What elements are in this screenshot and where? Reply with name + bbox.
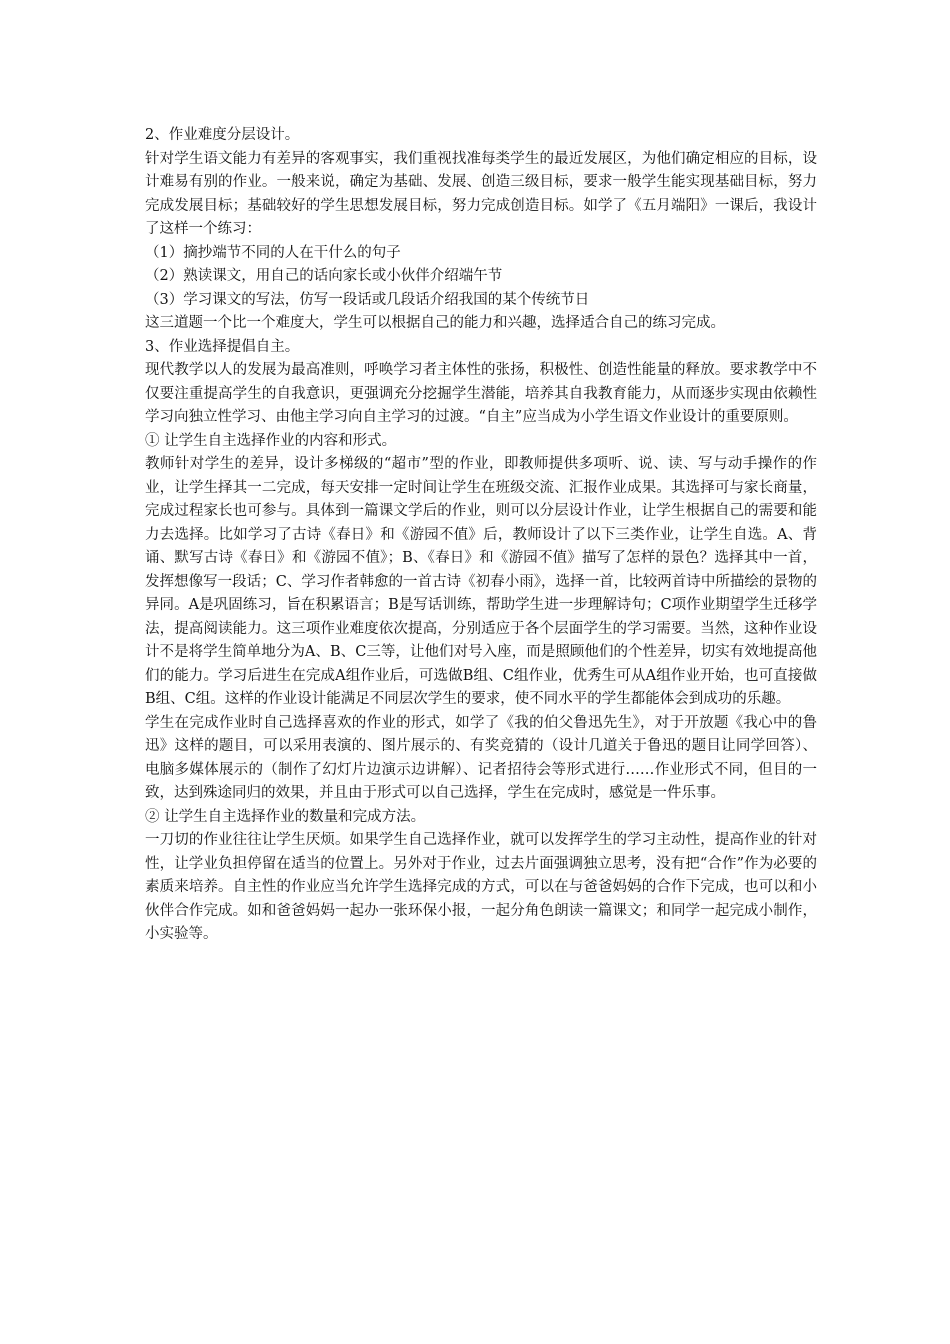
- paragraph-homework-forms: 学生在完成作业时自己选择喜欢的作业的形式，如学了《我的伯父鲁迅先生》，对于开放题《我心中的鲁迅》这样的题目，可以采用表演的、图片展示的、有奖竞猜的（设计几道关于鲁迅的题目让同学回答）、电脑多媒体展示的（制作了幻灯片边演示边讲解）、记者招待会等形式进行……作业形式不同，但目的一致，达到殊途同归的效果，并且由于形式可以自己选择，学生在完成时，感觉是一件乐事。: [145, 714, 817, 801]
- paragraph-layered-goals: 针对学生语文能力有差异的客观事实，我们重视找准每类学生的最近发展区，为他们确定相应的目标，设计难易有别的作业。一般来说，确定为基础、发展、创造三级目标，要求一般学生能实现基础目标，努力完成发展目标；基础较好的学生思想发展目标，努力完成创造目标。如学了《五月端阳》一课后，我设计了这样一个练习：: [145, 150, 817, 237]
- paragraph-cooperative-homework: 一刀切的作业往往让学生厌烦。如果学生自己选择作业，就可以发挥学生的学习主动性，提高作业的针对性，让学业负担停留在适当的位置上。另外对于作业，过去片面强调独立思考，没有把“合作”作为必要的素质来培养。自主性的作业应当允许学生选择完成的方式，可以在与爸爸妈妈的合作下完成，也可以和小伙伴合作完成。如和爸爸妈妈一起办一张环保小报，一起分角色朗读一篇课文；和同学一起完成小制作，小实验等。: [145, 832, 817, 942]
- paragraph-exercise-summary: 这三道题一个比一个难度大，学生可以根据自己的能力和兴趣，选择适合自己的练习完成。: [145, 315, 725, 331]
- paragraph-autonomy-principle: 现代教学以人的发展为最高准则，呼唤学习者主体性的张扬，积极性、创造性能量的释放。要求教学中不仅要注重提高学生的自我意识，更强调充分挖掘学生潜能，培养其自我教育能力，从而逐步实现由依赖性学习向独立性学习、由他主学习向自主学习的过渡。“自主”应当成为小学生语文作业设计的重要原则。: [145, 362, 817, 425]
- subheading-content-and-form: ① 让学生自主选择作业的内容和形式。: [145, 432, 397, 449]
- exercise-item-3: （3）学习课文的写法，仿写一段话或几段话介绍我国的某个传统节日: [145, 291, 590, 308]
- exercise-item-2: （2）熟读课文，用自己的话向家长或小伙伴介绍端午节: [145, 268, 503, 284]
- paragraph-supermarket-homework: 教师针对学生的差异，设计多梯级的“超市”型的作业，即教师提供多项听、说、读、写与动手操作的作业，让学生择其一二完成，每天安排一定时间让学生在班级交流、汇报作业成果。其选择可与家长商量，完成过程家长也可参与。具体到一篇课文学后的作业，则可以分层设计作业，让学生根据自己的需要和能力去选择。比如学习了古诗《春日》和《游园不值》后，教师设计了以下三类作业，让学生自选。A、背诵、默写古诗《春日》和《游园不值》；B、《春日》和《游园不值》描写了怎样的景色？选择其中一首，发挥想像写一段话；C、学习作者韩愈的一首古诗《初春小雨》，选择一首，比较两首诗中所描绘的景物的异同。A是巩固练习，旨在积累语言；B是写话训练，帮助学生进一步理解诗句；C项作业期望学生迁移学法，提高阅读能力。这三项作业难度依次提高，分别适应于各个层面学生的学习需要。当然，这种作业设计不是将学生简单地分为A、B、C三等，让他们对号入座，而是照顾他们的个性差异，切实有效地提高他们的能力。学习后进生在完成A组作业后，可选做B组、C组作业，优秀生可从A组作业开始，也可直接做B组、C组。这样的作业设计能满足不同层次学生的要求，使不同水平的学生都能体会到成功的乐趣。: [145, 456, 817, 707]
- section-heading-autonomy: 3、作业选择提倡自主。: [145, 338, 300, 355]
- subheading-quantity-and-method: ② 让学生自主选择作业的数量和完成方法。: [145, 808, 426, 825]
- exercise-item-1: （1）摘抄端节不同的人在干什么的句子: [145, 244, 401, 261]
- document-page: [145, 124, 817, 947]
- section-heading-layered-difficulty: 2、作业难度分层设计。: [145, 127, 300, 143]
